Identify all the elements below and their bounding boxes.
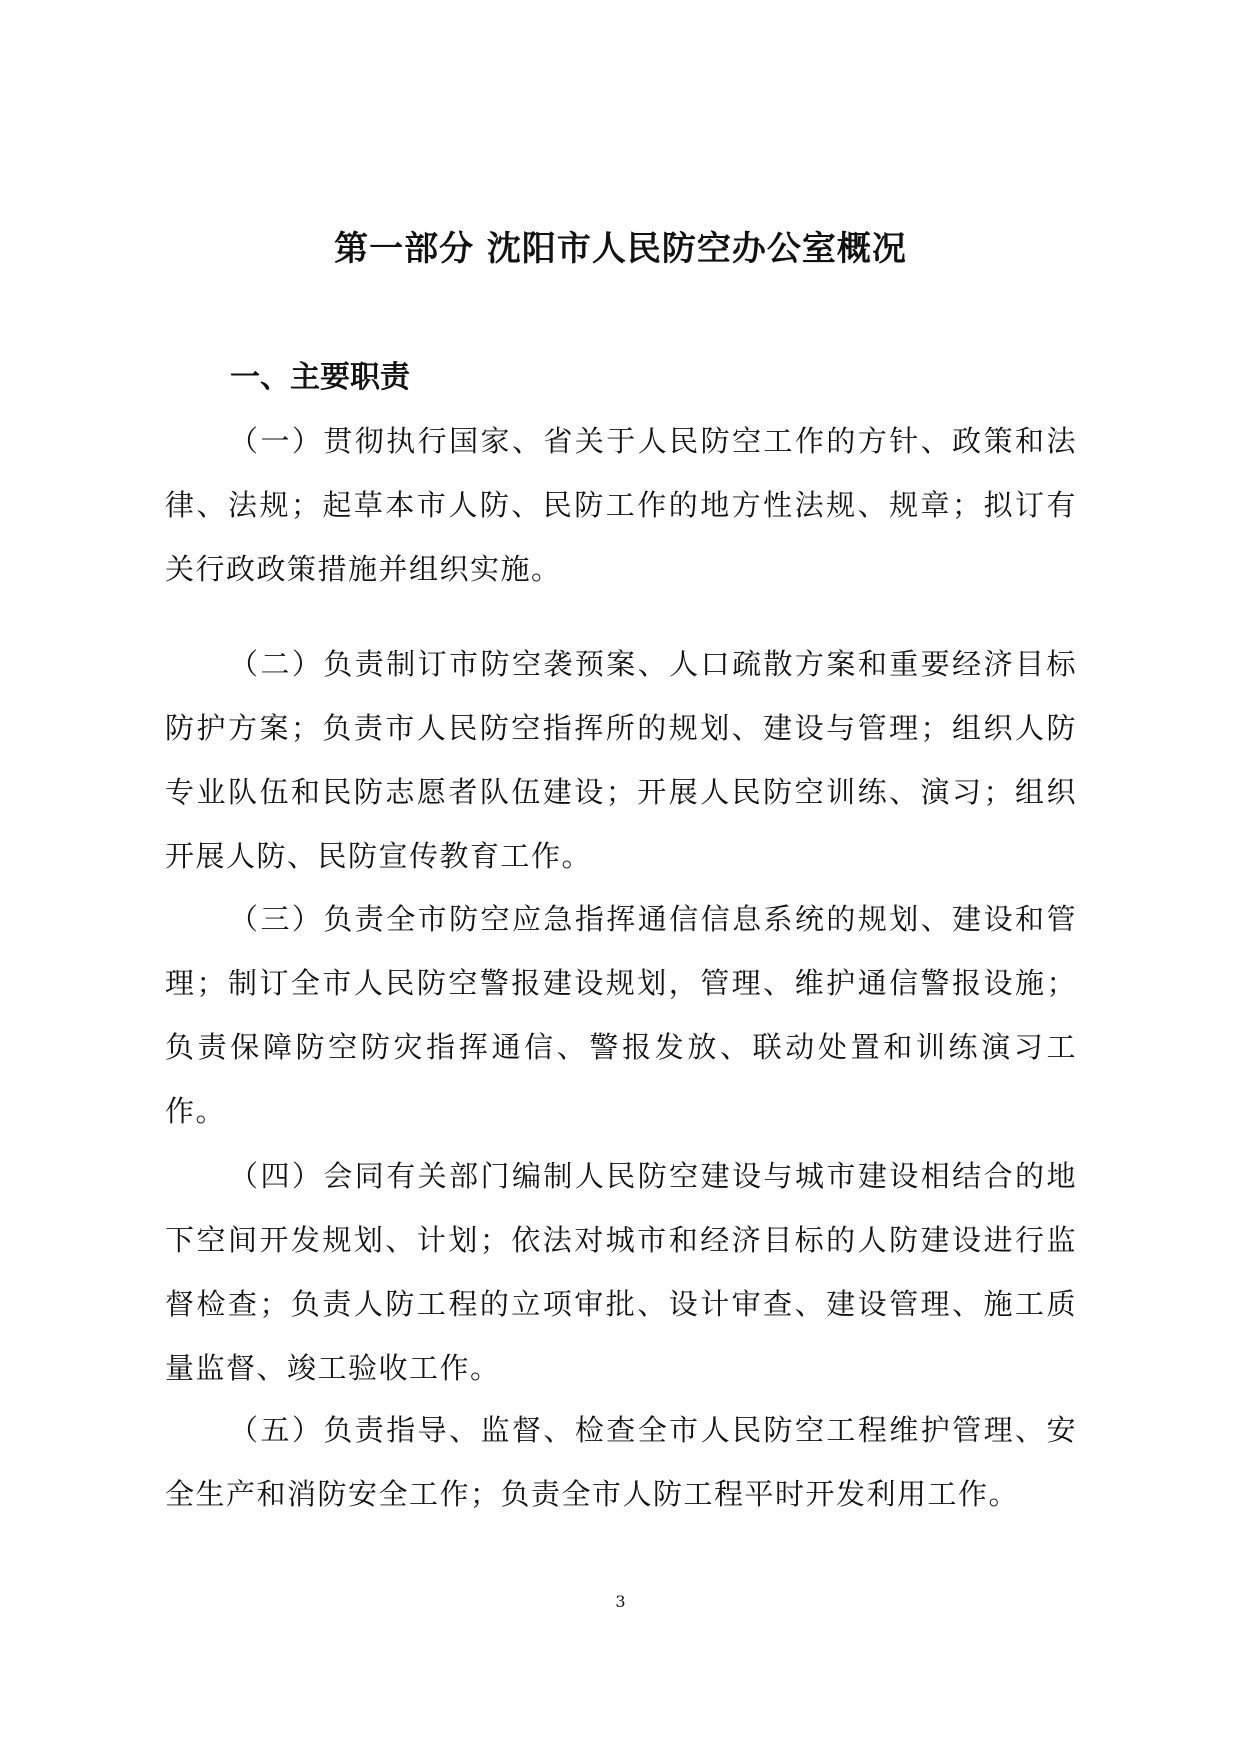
paragraph-duty-2: （二）负责制订市防空袭预案、人口疏散方案和重要经济目标防护方案；负责市人民防空指挥所的规划、建设与管理；组织人防专业队伍和民防志愿者队伍建设；开展人民防空训练、演习；组织开展人防、民防宣传教育工作。 xyxy=(165,647,1077,873)
page-number: 3 xyxy=(615,1592,626,1611)
page-title: 第一部分 沈阳市人民防空办公室概况 xyxy=(334,229,907,269)
paragraph-duty-5: （五）负责指导、监督、检查全市人民防空工程维护管理、安全生产和消防安全工作；负责全市人防工程平时开发利用工作。 xyxy=(165,1413,1077,1511)
paragraph-duty-4: （四）会同有关部门编制人民防空建设与城市建设相结合的地下空间开发规划、计划；依法对城市和经济目标的人防建设进行监督检查；负责人防工程的立项审批、设计审查、建设管理、施工质量监督、竣工验收工作。 xyxy=(165,1159,1077,1385)
paragraph-duty-1: （一）贯彻执行国家、省关于人民防空工作的方针、政策和法律、法规；起草本市人防、民防工作的地方性法规、规章；拟订有关行政政策措施并组织实施。 xyxy=(165,424,1077,586)
section-heading: 一、主要职责 xyxy=(230,360,410,395)
paragraph-duty-3: （三）负责全市防空应急指挥通信信息系统的规划、建设和管理；制订全市人民防空警报建设规划，管理、维护通信警报设施；负责保障防空防灾指挥通信、警报发放、联动处置和训练演习工作。 xyxy=(165,902,1077,1128)
